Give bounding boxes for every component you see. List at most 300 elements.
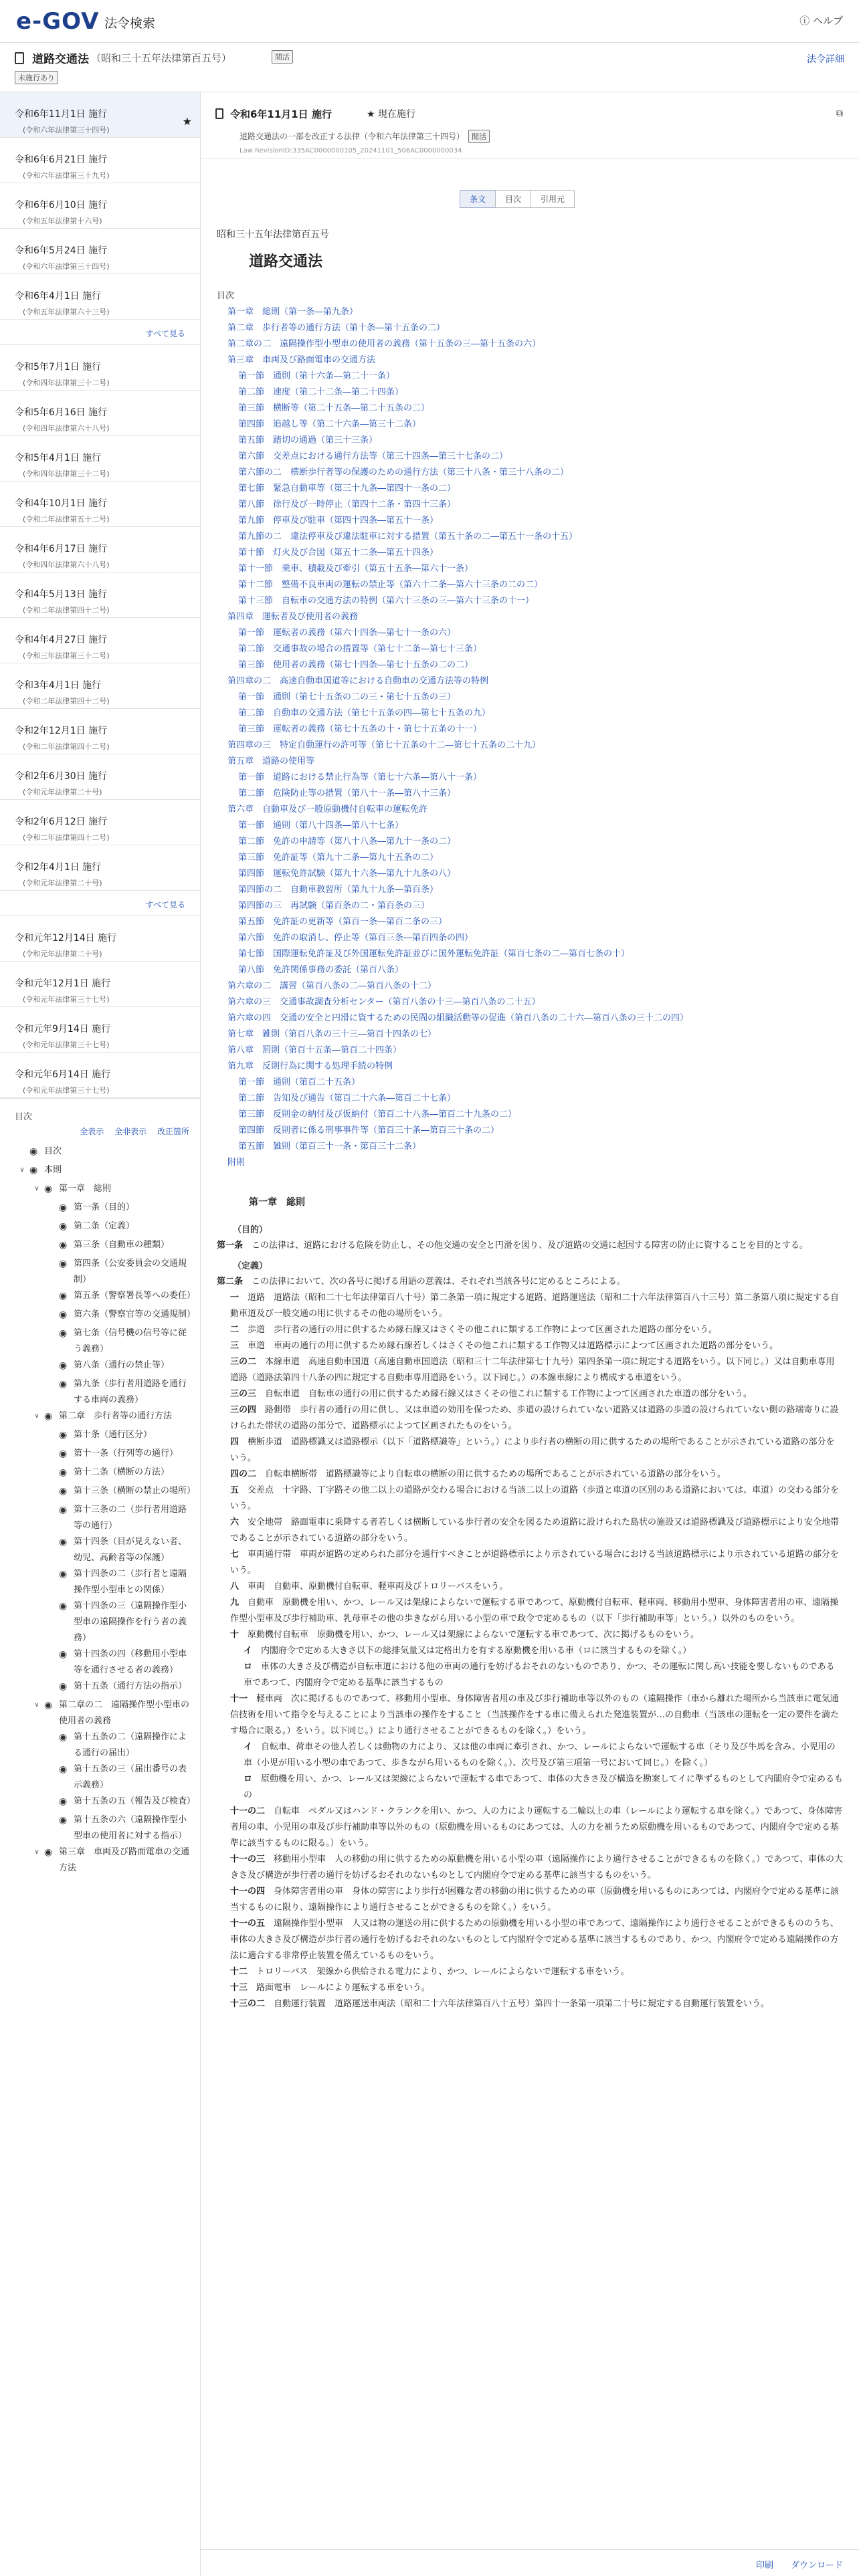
revision-item[interactable] [0, 845, 200, 891]
toc-tree-label: 第十五条の六（遠隔操作型小型車の使用者に対する指示） [74, 1815, 187, 1841]
toc-link[interactable]: 第四節 運転免許試験（第九十六条―第九十九条の八） [238, 869, 456, 879]
toc-link[interactable]: 第五節 免許証の更新等（第百一条―第百二条の三） [238, 917, 448, 927]
law-title-text: 道路交通法 [249, 253, 323, 270]
revision-item[interactable] [0, 709, 200, 754]
toc-link[interactable]: 第三章 車両及び路面電車の交通方法 [227, 355, 376, 365]
toc-tree-item[interactable] [0, 1408, 200, 1427]
revision-item[interactable] [0, 345, 200, 391]
eye-icon[interactable]: ◉ [59, 1681, 68, 1692]
toc-link[interactable]: 第八章 罰則（第百十五条―第百二十四条） [227, 1045, 402, 1055]
revision-list [0, 92, 200, 1098]
toc-link[interactable]: 第二節 速度（第二十二条―第二十四条） [238, 387, 404, 397]
article-number: 十二 [230, 1967, 248, 1977]
help-icon: ⓘ [799, 15, 810, 27]
article-number: 十三 [230, 1983, 248, 1993]
eye-icon[interactable]: ◉ [59, 1649, 68, 1660]
toc-tree-label: 第十一条（行列等の通行） [74, 1448, 179, 1459]
toc-tree-label: 第三章 車両及び路面電車の交通方法 [59, 1847, 190, 1873]
article-paragraph [217, 1772, 843, 1804]
article-paragraph [217, 1627, 843, 1643]
revision-item[interactable] [0, 663, 200, 709]
revision-item[interactable] [0, 1053, 200, 1098]
article-text: 自転車道 自転車の通行の用に供するため縁石線又はさくその他これに類する工作物によつて区画された車道の部分をいう。 [265, 1389, 753, 1399]
revision-law: (令和二年法律第四十二号) [23, 606, 110, 615]
revision-item[interactable] [0, 183, 200, 229]
toc-tree-label: 第十五条の五（報告及び検査） [74, 1796, 196, 1806]
toc-tree-label: 第十三条（横断の禁止の場所） [74, 1486, 196, 1496]
revision-date: 令和6年4月1日 施行 [15, 291, 102, 302]
article-text: 自転車、荷車その他人若しくは動物の力により、又は他の車両に牽引され、かつ、レールによらないで運転する車（そり及び牛馬を含み、小児用の車（小児が用いる小型の車であつて、歩きながら用いるものを除く。）、次号及び第三項第一号において同じ。）を除く。） [244, 1742, 836, 1768]
chapter-title: 第一章 総則 [249, 1197, 305, 1208]
article-text: 自動車 原動機を用い、かつ、レール又は架線によらないで運転する車であつて、原動機付自転車、軽車両、移動用小型車、身体障害者用の車、遠隔操作型小型車及び歩行補助車、乳母車その他の歩きながら用いる小型の車で政令で定めるもの（以下「歩行補助車等」という。）以外のものをいう。 [230, 1598, 838, 1624]
eye-icon[interactable]: ◉ [59, 1221, 68, 1232]
revision-id: Law RevisionID:335AC0000000105_20241101_506AC0000000034 [240, 147, 462, 154]
article-number: 十一 [230, 1694, 248, 1704]
eye-icon[interactable]: ◉ [59, 1467, 68, 1478]
toc-tree-item[interactable] [0, 1812, 200, 1844]
article-text: 本線車道 高速自動車国道（高速自動車国道法（昭和三十二年法律第七十九号）第四条第一項に規定する道路をいう。以下同じ。）又は自動車専用道路（道路法第四十八条の四に規定する自動車専用道路をいう。以下同じ。）の本線車線により構成する車道をいう。 [230, 1357, 835, 1383]
toc-tree-item[interactable] [0, 1844, 200, 1876]
article-paragraph [217, 1916, 843, 1964]
article-paragraph [217, 1804, 843, 1852]
article-number: 三の四 [230, 1405, 257, 1415]
toc-tree-item[interactable] [0, 1162, 200, 1181]
revision-law: (令和六年法律第三十四号) [23, 126, 110, 134]
revision-date: 令和5年7月1日 施行 [15, 362, 102, 372]
toc-link[interactable]: 第二節 自動車の交通方法（第七十五条の四―第七十五条の九） [238, 708, 491, 718]
articles [217, 1223, 843, 2012]
toc-link[interactable]: 第五節 雑則（第百三十一条・第百三十二条） [238, 1142, 421, 1152]
toc-tree-item[interactable] [0, 1446, 200, 1465]
toc-link[interactable]: 第六章の二 講習（第百八条の二―第百八条の十二） [227, 981, 437, 991]
toc-tree-item[interactable] [0, 1534, 200, 1566]
external-link-icon[interactable]: ⧉ [836, 108, 843, 119]
toc-link[interactable]: 第九節の二 違法停車及び違法駐車に対する措置（第五十条の二―第五十一条の十五） [238, 532, 578, 542]
article-number: 四 [230, 1437, 240, 1447]
toc-link[interactable]: 第九節 停車及び駐車（第四十四条―第五十一条） [238, 516, 439, 526]
article-number: イ [244, 1742, 253, 1752]
article-paragraph [217, 1547, 843, 1579]
article-text: 車体の大きさ及び構造が自転車道における他の車両の通行を妨げるおそれのないものであり、かつ、その運転に関し高い技能を要しないものである車であつて、内閣府令で定める基準に該当するもの [244, 1662, 835, 1688]
toc-tree-item[interactable] [0, 1697, 200, 1729]
article-number: 七 [230, 1549, 240, 1560]
eye-icon[interactable]: ◉ [29, 1165, 38, 1176]
article-text: 移動用小型車 人の移動の用に供するための原動機を用いる小型の車（遠隔操作により通行させることができるものを除く。）であつて、車体の大きさ及び構造が歩行者の通行を妨げるおそれのないものとして内閣府令で定める基準に該当するものをいう。 [230, 1854, 844, 1881]
article-paragraph [217, 1467, 843, 1483]
law-detail-link[interactable]: 法令詳細 [807, 54, 844, 65]
revision-law: (令和元年法律第三十七号) [23, 1041, 110, 1049]
toc-tree-label: 第七条（信号機の信号等に従う義務） [74, 1328, 187, 1354]
revision-date: 令和6年6月21日 施行 [15, 154, 108, 165]
article-paragraph [217, 1338, 843, 1354]
status-badge: 未施行あり [15, 71, 58, 84]
toc-link[interactable]: 第十一節 乗車、積載及び牽引（第五十五条―第六十一条） [238, 564, 474, 574]
help-label: ヘルプ [812, 15, 843, 27]
chevron-down-icon[interactable]: ∨ [19, 1166, 25, 1174]
toc-link[interactable]: 第六章 自動車及び一般原動機付自転車の運転免許 [227, 804, 428, 815]
article-paragraph [217, 1691, 843, 1739]
article-caption: （定義） [233, 1261, 268, 1271]
article-paragraph [217, 1402, 843, 1434]
global-header [0, 0, 859, 43]
toc-link[interactable]: 第八節 免許関係事務の委託（第百八条） [238, 965, 404, 975]
toc-link[interactable]: 第六節 免許の取消し、停止等（第百三条―第百四条の四） [238, 933, 474, 943]
article-text: この法律は、道路における危険を防止し、その他交通の安全と円滑を図り、及び道路の交通に起因する障害の防止に資することを目的とする。 [252, 1241, 809, 1251]
eye-icon[interactable]: ◉ [59, 1379, 68, 1390]
star-icon: ★ [367, 109, 375, 120]
show-all-button[interactable]: 全表示 [80, 1127, 104, 1136]
eye-icon[interactable]: ◉ [59, 1448, 68, 1459]
chevron-down-icon[interactable]: ∨ [34, 1701, 39, 1709]
toc-tree-item[interactable] [0, 1566, 200, 1598]
toc-tree-label: 第六条（警察官等の交通規制） [74, 1309, 196, 1319]
toc-tree-label: 第五条（警察署長等への委任） [74, 1291, 196, 1301]
article-text: 原動機を用い、かつ、レール又は架線によらないで運転する車であつて、車体の大きさ及び構造を勘案してイに準ずるものとして内閣府令で定めるもの [244, 1774, 843, 1800]
toc-link[interactable]: 第五節 踏切の通過（第三十三条） [238, 435, 378, 445]
revision-date: 令和4年6月17日 施行 [15, 544, 108, 554]
eye-icon[interactable]: ◉ [59, 1202, 68, 1213]
eye-icon[interactable]: ◉ [59, 1505, 68, 1515]
article-number: 三の三 [230, 1389, 257, 1399]
toc-tree-item[interactable] [0, 1325, 200, 1358]
revision-law: (令和六年法律第三十四号) [23, 262, 110, 271]
revision-law: (令和二年法律第五十二号) [23, 515, 110, 524]
toc-link[interactable]: 第二節 交通事故の場合の措置等（第七十二条―第七十三条） [238, 644, 482, 654]
toc-link[interactable]: 第八節 徐行及び一時停止（第四十二条・第四十三条） [238, 500, 456, 510]
version-header [201, 92, 859, 159]
eye-icon[interactable]: ◉ [59, 1360, 68, 1371]
eye-icon[interactable]: ◉ [59, 1240, 68, 1251]
eye-icon[interactable]: ◉ [44, 1411, 53, 1422]
toc-tree-item[interactable] [0, 1358, 200, 1376]
revision-law: (令和元年法律第二十号) [23, 788, 102, 796]
toc-tree-label: 第一条（目的） [74, 1202, 135, 1212]
print-button[interactable]: 印刷 [755, 2561, 773, 2571]
toc-link[interactable]: 第二章 歩行者等の通行方法（第十条―第十五条の二） [227, 323, 446, 333]
article-paragraph [217, 1852, 843, 1884]
article-number: 十一の五 [230, 1919, 266, 1929]
sidebar [0, 92, 201, 2576]
toc-link[interactable]: 第四章 運転者及び使用者の義務 [227, 612, 359, 622]
tab-citations[interactable]: 引用元 [531, 190, 575, 208]
toc-link[interactable]: 第三節 運転者の義務（第七十五条の十・第七十五条の十一） [238, 724, 482, 734]
toc-link[interactable]: 第六節の二 横断歩行者等の保護のための通行方法（第三十八条・第三十八条の二） [238, 467, 569, 477]
egov-logo[interactable]: e-GOV [16, 8, 100, 35]
revision-law: (令和六年法律第三十九号) [23, 171, 110, 180]
article-text: 身体障害者用の車 身体の障害により歩行が困難な者の移動の用に供するための車（原動機を用いるものにあつては、内閣府令で定める基準に該当するものに限り、遠隔操作により通行させることができるものを除く。）をいう。 [230, 1887, 840, 1913]
toc-tree-item[interactable] [0, 1144, 200, 1162]
revision-date: 令和4年10月1日 施行 [15, 498, 108, 509]
toc-link[interactable]: 第三節 使用者の義務（第七十四条―第七十五条の二の二） [238, 660, 474, 670]
site-name[interactable]: 法令検索 [104, 16, 156, 31]
toc-link[interactable]: 第十節 灯火及び合図（第五十二条―第五十四条） [238, 548, 439, 558]
revision-item[interactable] [0, 800, 200, 845]
current-label: 現在施行 [378, 109, 416, 120]
toc-tree-item[interactable] [0, 1502, 200, 1534]
toc-tree-item[interactable] [0, 1729, 200, 1761]
revision-law: (令和二年法律第四十二号) [23, 742, 110, 751]
article-text: 原動機付自転車 原動機を用い、かつ、レール又は架線によらないで運転する車であつて、次に掲げるものをいう。 [248, 1630, 699, 1640]
eye-icon[interactable]: ◉ [59, 1537, 68, 1547]
revision-item[interactable] [0, 274, 200, 320]
article-number: 一 [230, 1293, 240, 1303]
article-paragraph [217, 1274, 843, 1290]
toc-link[interactable]: 第七節 緊急自動車等（第三十九条―第四十一条の二） [238, 484, 456, 494]
article-paragraph [217, 1964, 843, 1980]
law-header [0, 43, 859, 92]
toc-tree-item[interactable] [0, 1307, 200, 1325]
eye-icon[interactable]: ◉ [59, 1732, 68, 1743]
hide-all-button[interactable]: 全非表示 [114, 1127, 147, 1136]
revision-item[interactable] [0, 916, 200, 962]
view-tabs [460, 190, 575, 208]
chevron-down-icon[interactable]: ∨ [34, 1848, 39, 1856]
toc-tree-label: 第二条（定義） [74, 1221, 135, 1231]
toc-tree-item[interactable] [0, 1256, 200, 1288]
revision-law: (令和元年法律第三十七号) [23, 1086, 110, 1095]
eye-icon[interactable]: ◉ [59, 1309, 68, 1320]
article-text: 横断歩道 道路標識又は道路標示（以下「道路標識等」という。）により歩行者の横断の用に供するための場所であることが示されている道路の部分をいう。 [230, 1437, 835, 1463]
eye-icon[interactable]: ◉ [59, 1601, 68, 1612]
see-all-link[interactable]: すべて見る [0, 320, 200, 345]
toc-link[interactable]: 第五章 道路の使用等 [227, 756, 315, 766]
see-all-link[interactable]: すべて見る [0, 891, 200, 916]
tab-articles[interactable]: 条文 [460, 190, 496, 208]
revision-law: (令和三年法律第三十二号) [23, 651, 110, 660]
revision-item[interactable] [0, 1007, 200, 1053]
article-text: 道路 道路法（昭和二十七年法律第百八十号）第二条第一項に規定する道路、道路運送法（昭和二十六年法律第百八十三号）第二条第八項に規定する自動車道及び一般交通の用に供するその他の場所をいう。 [230, 1293, 840, 1319]
eye-icon[interactable]: ◉ [59, 1328, 68, 1339]
toc-link[interactable]: 第一節 通則（第百二十五条） [238, 1077, 361, 1087]
article-text: トロリーバス 架線から供給される電力により、かつ、レールによらないで運転する車をいう。 [256, 1967, 630, 1977]
revision-item[interactable] [0, 436, 200, 481]
article-text: 自動運行装置 道路運送車両法（昭和二十六年法律第百八十五号）第四十一条第一項第二十号に規定する自動運行装置をいう。 [274, 1999, 770, 2009]
toc-link[interactable]: 第四節の三 再試験（第百条の二・第百条の三） [238, 901, 430, 911]
toc-link[interactable]: 第一節 通則（第七十五条の二の三・第七十五条の三） [238, 692, 456, 702]
toc-link[interactable]: 第六章の四 交通の安全と円滑に資するための民間の組織活動等の促進（第百八条の二十六―第百八条の三十二の四） [227, 1013, 689, 1023]
version-date: 令和6年11月1日 施行 [230, 108, 332, 120]
article-number: ロ [244, 1662, 253, 1672]
article-number: 六 [230, 1517, 240, 1527]
toc-tree-label: 第九条（歩行者用道路を通行する車両の義務） [74, 1379, 187, 1405]
toc-tree [0, 1140, 200, 1876]
article-paragraph [217, 1434, 843, 1467]
revision-date: 令和6年11月1日 施行 [15, 109, 108, 120]
toc-tree-label: 本則 [44, 1165, 62, 1175]
toc-heading: 目次 [217, 291, 235, 301]
toc-tree-label: 第十三条の二（歩行者用道路等の通行） [74, 1505, 187, 1531]
article-text: 自転車横断帯 道路標識等により自転車の横断の用に供するための場所であることが示されている道路の部分をいう。 [265, 1469, 727, 1479]
toc-link[interactable]: 第七章 雑則（第百八条の三十三―第百十四条の七） [227, 1029, 437, 1039]
article-paragraph [217, 1238, 843, 1254]
toc-tree-item[interactable] [0, 1679, 200, 1697]
law-number-text: 昭和三十五年法律第百五号 [217, 229, 329, 240]
revision-item[interactable] [0, 229, 200, 274]
eye-icon[interactable]: ◉ [59, 1569, 68, 1580]
amending-law [240, 130, 490, 143]
article-text: 遠隔操作型小型車 人又は物の運送の用に供するための原動機を用いる小型の車であつて、遠隔操作により通行させることができるもののうち、車体の大きさ及び構造が歩行者の通行を妨げるおそれのないものとして内閣府令で定める基準に該当するものであり、かつ、内閣府令で定める遠隔操作の方法に適合する非常停止装置を備えているものをいう。 [230, 1919, 839, 1961]
revision-item[interactable] [0, 138, 200, 183]
revision-date: 令和6年5月24日 施行 [15, 245, 108, 256]
revision-item[interactable] [0, 391, 200, 436]
toc-link[interactable]: 第二節 免許の申請等（第八十八条―第九十一条の二） [238, 837, 456, 847]
toc-link[interactable]: 第十二節 整備不良車両の運転の禁止等（第六十二条―第六十三条の二の二） [238, 580, 543, 590]
revision-item[interactable] [0, 754, 200, 800]
article-paragraph [217, 1322, 843, 1338]
toc-link[interactable]: 附則 [227, 1158, 246, 1168]
revision-law: (令和四年法律第六十八号) [23, 560, 110, 569]
sidebar-toc-label: 目次 [15, 1112, 33, 1122]
download-button[interactable]: ダウンロード [790, 2561, 843, 2571]
toc-tree-label: 第十四条の三（遠隔操作型小型車の遠隔操作を行う者の義務） [74, 1601, 187, 1643]
eye-icon[interactable]: ◉ [59, 1430, 68, 1440]
article-text: 自転車 ペダル又はハンド・クランクを用い、かつ、人の力により運転する二輪以上の車（レールにより運転する車を除く。）であつて、身体障害者用の車、小児用の車及び歩行補助車等以外のもの（原動機を用いるものにあつては、人の力を補うため原動機を用いるものであつて、内閣府令で定める基準に該当するものに限る。）をいう。 [230, 1806, 842, 1848]
toc-tree-item[interactable] [0, 1598, 200, 1646]
toc-link[interactable]: 第七節 国際運転免許証及び外国運転免許証並びに国外運転免許証（第百七条の二―第百七条の十） [238, 949, 630, 959]
amended-button[interactable]: 改正箇所 [157, 1127, 189, 1136]
revision-item[interactable] [0, 572, 200, 618]
article-paragraph [217, 1595, 843, 1627]
eye-icon[interactable]: ◉ [59, 1796, 68, 1807]
article-number: イ [244, 1646, 253, 1656]
eye-icon[interactable]: ◉ [29, 1146, 38, 1157]
revision-date: 令和2年6月12日 施行 [15, 817, 108, 827]
revision-date: 令和元年12月1日 施行 [15, 978, 111, 989]
article-text: 安全地帯 路面電車に乗降する者若しくは横断している歩行者の安全を図るため道路に設けられた島状の施設又は道路標識及び道路標示により安全地帯であることが示されている道路の部分をいう。 [230, 1517, 840, 1543]
article-paragraph [217, 1354, 843, 1386]
article-number: 十 [230, 1630, 240, 1640]
eye-icon[interactable]: ◉ [59, 1764, 68, 1775]
toc-link[interactable]: 第一節 道路における禁止行為等（第七十六条―第八十一条） [238, 772, 482, 782]
toc-link[interactable]: 第三節 横断等（第二十五条―第二十五条の二） [238, 403, 430, 413]
toc-tree-label: 第四条（公安委員会の交通規制） [74, 1259, 187, 1285]
law-tag: 閲活 [272, 50, 293, 64]
article-paragraph [217, 1659, 843, 1691]
toc-tree-item[interactable] [0, 1427, 200, 1446]
amending-law-name: 道路交通法の一部を改正する法律（令和六年法律第三十四号） [240, 132, 465, 141]
article-paragraph [217, 1515, 843, 1547]
toc-tree-item[interactable] [0, 1288, 200, 1307]
revision-law: (令和四年法律第三十二号) [23, 379, 110, 387]
toc-link[interactable]: 第十三節 自転車の交通方法の特例（第六十三条の三―第六十三条の十一） [238, 596, 535, 606]
revision-date: 令和4年5月13日 施行 [15, 589, 108, 600]
toc-link[interactable]: 第三節 免許証等（第九十二条―第九十五条の二） [238, 853, 439, 863]
toc-link[interactable]: 第一節 通則（第十六条―第二十一条） [238, 371, 395, 381]
toc-tree-label: 第二章 歩行者等の通行方法 [59, 1411, 173, 1421]
toc-tree-label: 第十五条の二（遠隔操作による通行の届出） [74, 1732, 187, 1758]
toc-link[interactable]: 第一章 総則（第一条―第九条） [227, 307, 359, 317]
table-of-contents [217, 288, 843, 1171]
article-number: 第一条 [217, 1241, 244, 1251]
eye-icon[interactable]: ◉ [59, 1259, 68, 1269]
revision-date: 令和6年6月10日 施行 [15, 200, 108, 211]
article-number: 三 [230, 1341, 240, 1351]
article-number: 五 [230, 1485, 240, 1495]
toc-link[interactable]: 第二節 告知及び通告（第百二十六条―第百二十七条） [238, 1093, 456, 1103]
toc-tree-item[interactable] [0, 1200, 200, 1218]
toc-tree-label: 第三条（自動車の種類） [74, 1240, 170, 1250]
toc-tree-item[interactable] [0, 1794, 200, 1812]
document-icon [15, 52, 24, 64]
toc-tree-item[interactable] [0, 1483, 200, 1502]
chevron-down-icon[interactable]: ∨ [34, 1412, 39, 1420]
toc-tree-item[interactable] [0, 1237, 200, 1256]
eye-icon[interactable]: ◉ [59, 1291, 68, 1301]
article-text: 路側帯 歩行者の通行の用に供し、又は車道の効用を保つため、歩道の設けられていない道路又は道路の歩道の設けられていない側の路端寄りに設けられた帯状の道路の部分で、道路標示によつて区画されたものをいう。 [230, 1405, 839, 1431]
revision-item[interactable] [0, 618, 200, 663]
document-icon [215, 108, 223, 119]
eye-icon[interactable]: ◉ [44, 1700, 53, 1711]
toc-tree-label: 第二章の二 遠隔操作型小型車の使用者の義務 [59, 1700, 190, 1726]
toc-tree-label: 第十条（通行区分） [74, 1430, 153, 1440]
revision-item[interactable] [0, 527, 200, 572]
toc-link[interactable]: 第六節 交差点における通行方法等（第三十四条―第三十七条の二） [238, 451, 508, 461]
revision-date: 令和2年12月1日 施行 [15, 726, 108, 736]
revision-date: 令和2年6月30日 施行 [15, 771, 108, 782]
article-paragraph [217, 1290, 843, 1322]
toc-tree-item[interactable] [0, 1218, 200, 1237]
revision-law: (令和元年法律第二十号) [23, 950, 102, 958]
toc-link[interactable]: 第四章の二 高速自動車国道等における自動車の交通方法等の特例 [227, 676, 489, 686]
toc-link[interactable]: 第一節 運転者の義務（第六十四条―第七十一条の六） [238, 628, 456, 638]
revision-date: 令和元年6月14日 施行 [15, 1069, 111, 1080]
toc-tree-item[interactable] [0, 1181, 200, 1200]
toc-tree-item[interactable] [0, 1465, 200, 1483]
eye-icon[interactable]: ◉ [59, 1815, 68, 1826]
main-content [201, 92, 859, 2576]
toc-link[interactable]: 第一節 通則（第八十四条―第八十七条） [238, 821, 404, 831]
revision-date: 令和4年4月27日 施行 [15, 635, 108, 645]
toc-link[interactable]: 第四章の三 特定自動運行の許可等（第七十五条の十二―第七十五条の二十九） [227, 740, 541, 750]
revision-date: 令和2年4月1日 施行 [15, 862, 102, 873]
law-title: 道路交通法 [32, 53, 89, 66]
article-text: 内閣府令で定める大きさ以下の総排気量又は定格出力を有する原動機を用いる車（ロに該当するものを除く。） [261, 1646, 692, 1656]
revision-date: 令和5年4月1日 施行 [15, 453, 102, 463]
sidebar-toc-header [0, 1098, 200, 1140]
toc-tree-item[interactable] [0, 1761, 200, 1794]
article-text: 車道 車両の通行の用に供するため縁石線若しくはさくその他これに類する工作物又は道路標示によつて区画された道路の部分をいう。 [248, 1341, 779, 1351]
eye-icon[interactable]: ◉ [44, 1184, 53, 1194]
toc-link[interactable]: 第四節の二 自動車教習所（第九十九条―第百条） [238, 885, 439, 895]
article-paragraph [217, 1579, 843, 1595]
toc-tree-label: 第十四条（目が見えない者、幼児、高齢者等の保護） [74, 1537, 187, 1563]
toc-link[interactable]: 第九章 反則行為に関する処理手続の特例 [227, 1061, 393, 1071]
article-number: 八 [230, 1582, 240, 1592]
toc-link[interactable]: 第四節 反則者に係る刑事事件等（第百三十条―第百三十条の二） [238, 1125, 500, 1136]
revision-item[interactable] [0, 92, 200, 138]
eye-icon[interactable]: ◉ [44, 1847, 53, 1858]
toc-tree-label: 目次 [44, 1146, 62, 1156]
toc-tree-item[interactable] [0, 1376, 200, 1408]
chevron-down-icon[interactable]: ∨ [34, 1185, 39, 1192]
toc-link[interactable]: 第三節 反則金の納付及び仮納付（第百二十八条―第百二十九条の二） [238, 1109, 517, 1119]
toc-tree-item[interactable] [0, 1646, 200, 1679]
amending-law-tag: 閲活 [468, 130, 490, 143]
eye-icon[interactable]: ◉ [59, 1486, 68, 1497]
toc-link[interactable]: 第二節 危険防止等の措置（第八十一条―第八十三条） [238, 788, 456, 798]
article-text: この法律において、次の各号に掲げる用語の意義は、それぞれ当該各号に定めるところによる。 [252, 1277, 626, 1287]
toc-link[interactable]: 第四節 追越し等（第二十六条―第三十二条） [238, 419, 421, 429]
toc-link[interactable]: 第六章の三 交通事故調査分析センター（第百八条の十三―第百八条の二十五） [227, 997, 541, 1007]
tab-toc[interactable]: 目次 [495, 190, 531, 208]
revision-item[interactable] [0, 481, 200, 527]
toc-link[interactable]: 第二章の二 遠隔操作型小型車の使用者の義務（第十五条の三―第十五条の六） [227, 339, 541, 349]
revision-law: (令和四年法律第六十八号) [23, 424, 110, 433]
help-link[interactable] [799, 13, 843, 27]
revision-item[interactable] [0, 962, 200, 1007]
revision-date: 令和元年12月14日 施行 [15, 933, 117, 944]
article-number: 第二条 [217, 1277, 244, 1287]
